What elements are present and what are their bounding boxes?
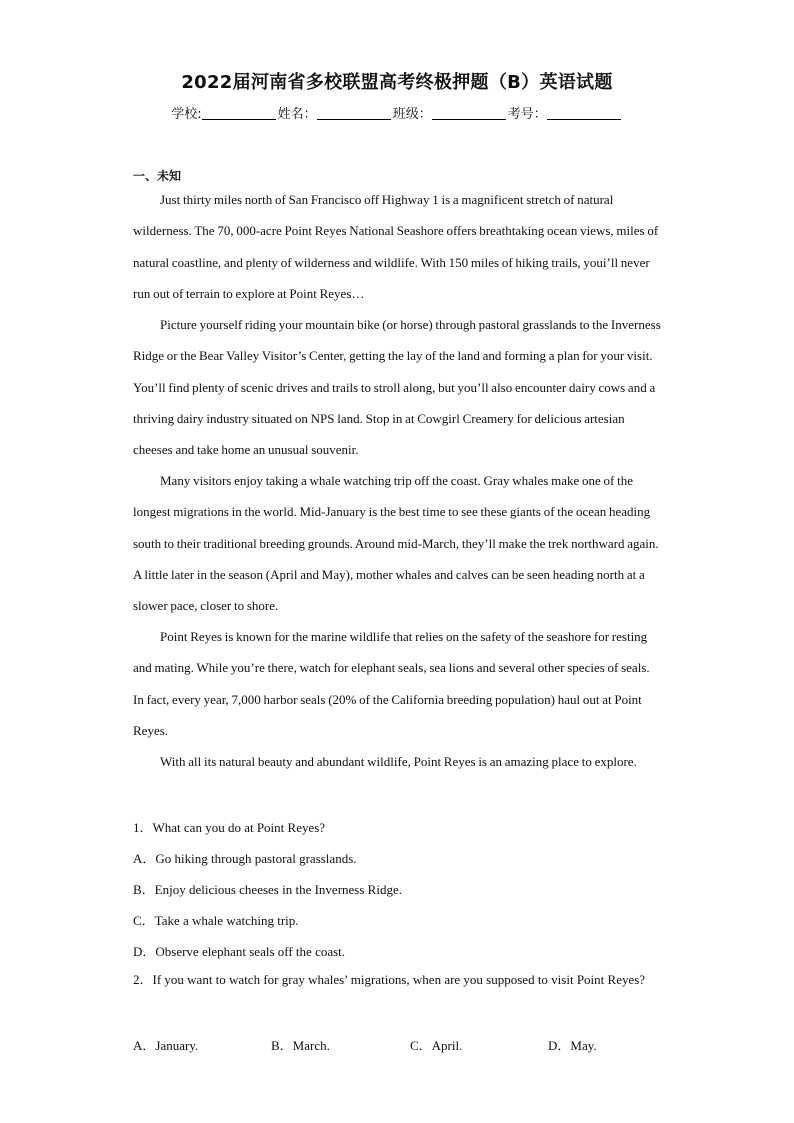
- passage-paragraph-2: Picture yourself riding your mountain bike (or horse) through pastoral grasslands to the Inverness Ridge or the Bear Valley Visitor’s Center, getting the lay of the land and forming a plan for your visit. You’ll find plenty of scenic drives and trails to stroll along, but you’ll also encounter dairy cows and a thriving dairy industry situated on NPS land. Stop in at Cowgirl Creamery for delicious artesian cheeses and take home an unusual souvenir.: [133, 317, 661, 458]
- name-blank[interactable]: [317, 107, 391, 120]
- question-1-option-d[interactable]: D．Observe elephant seals off the coast.: [133, 944, 346, 959]
- name-label: 姓名：: [277, 107, 317, 122]
- passage-paragraph-4: Point Reyes is known for the marine wildlife that relies on the safety of the seashore for resting and mating. While you’re there, watch for elephant seals, sea lions and several other species of seals. In fact, every year, 7,000 harbor seals (20% of the California breeding population) haul out at Point Reyes.: [133, 629, 650, 738]
- question-1-option-c[interactable]: C．Take a whale watching trip.: [133, 913, 299, 928]
- class-label: 班级：: [392, 107, 432, 122]
- school-blank[interactable]: [202, 107, 276, 120]
- passage-paragraph-5: With all its natural beauty and abundant wildlife, Point Reyes is an amazing place to explore.: [160, 754, 637, 769]
- number-blank[interactable]: [547, 107, 621, 120]
- school-label: 学校:: [171, 107, 202, 122]
- passage-paragraph-3: Many visitors enjoy taking a whale watching trip off the coast. Gray whales make one of the longest migrations in the world. Mid-January is the best time to see these giants of the ocean heading south to their traditional breeding grounds. Around mid-March, they’ll make the trek northward again. A little later in the season (April and May), mother whales and calves can be seen heading north at a slower pace, closer to shore.: [133, 473, 659, 614]
- passage-paragraph-1: Just thirty miles north of San Francisco off Highway 1 is a magnificent stretch of natural wilderness. The 70, 000-acre Point Reyes National Seashore offers breathtaking ocean views, miles of natural coastline, and plenty of wilderness and wildlife. With 150 miles of hiking trails, youi’ll never run out of terrain to explore at Point Reyes…: [133, 192, 659, 301]
- question-2-option-a[interactable]: A．January.: [133, 1038, 199, 1053]
- question-1-stem: 1．What can you do at Point Reyes?: [133, 820, 326, 835]
- class-blank[interactable]: [432, 107, 506, 120]
- section-heading: 一、未知: [133, 169, 182, 183]
- page-title: 2022届河南省多校联盟高考终极押题（B）英语试题: [181, 72, 613, 93]
- number-label: 考号：: [507, 107, 547, 122]
- student-info-line: [0, 103, 794, 122]
- question-2-stem: 2．If you want to watch for gray whales’ migrations, when are you supposed to visit Point Reyes?: [133, 972, 646, 987]
- question-2-option-d[interactable]: D．May.: [548, 1038, 597, 1053]
- question-2-option-c[interactable]: C．April.: [410, 1038, 463, 1053]
- question-1-option-b[interactable]: B．Enjoy delicious cheeses in the Inverness Ridge.: [133, 882, 402, 897]
- question-2-option-b[interactable]: B．March.: [271, 1038, 330, 1053]
- question-1-option-a[interactable]: A．Go hiking through pastoral grasslands.: [133, 851, 357, 866]
